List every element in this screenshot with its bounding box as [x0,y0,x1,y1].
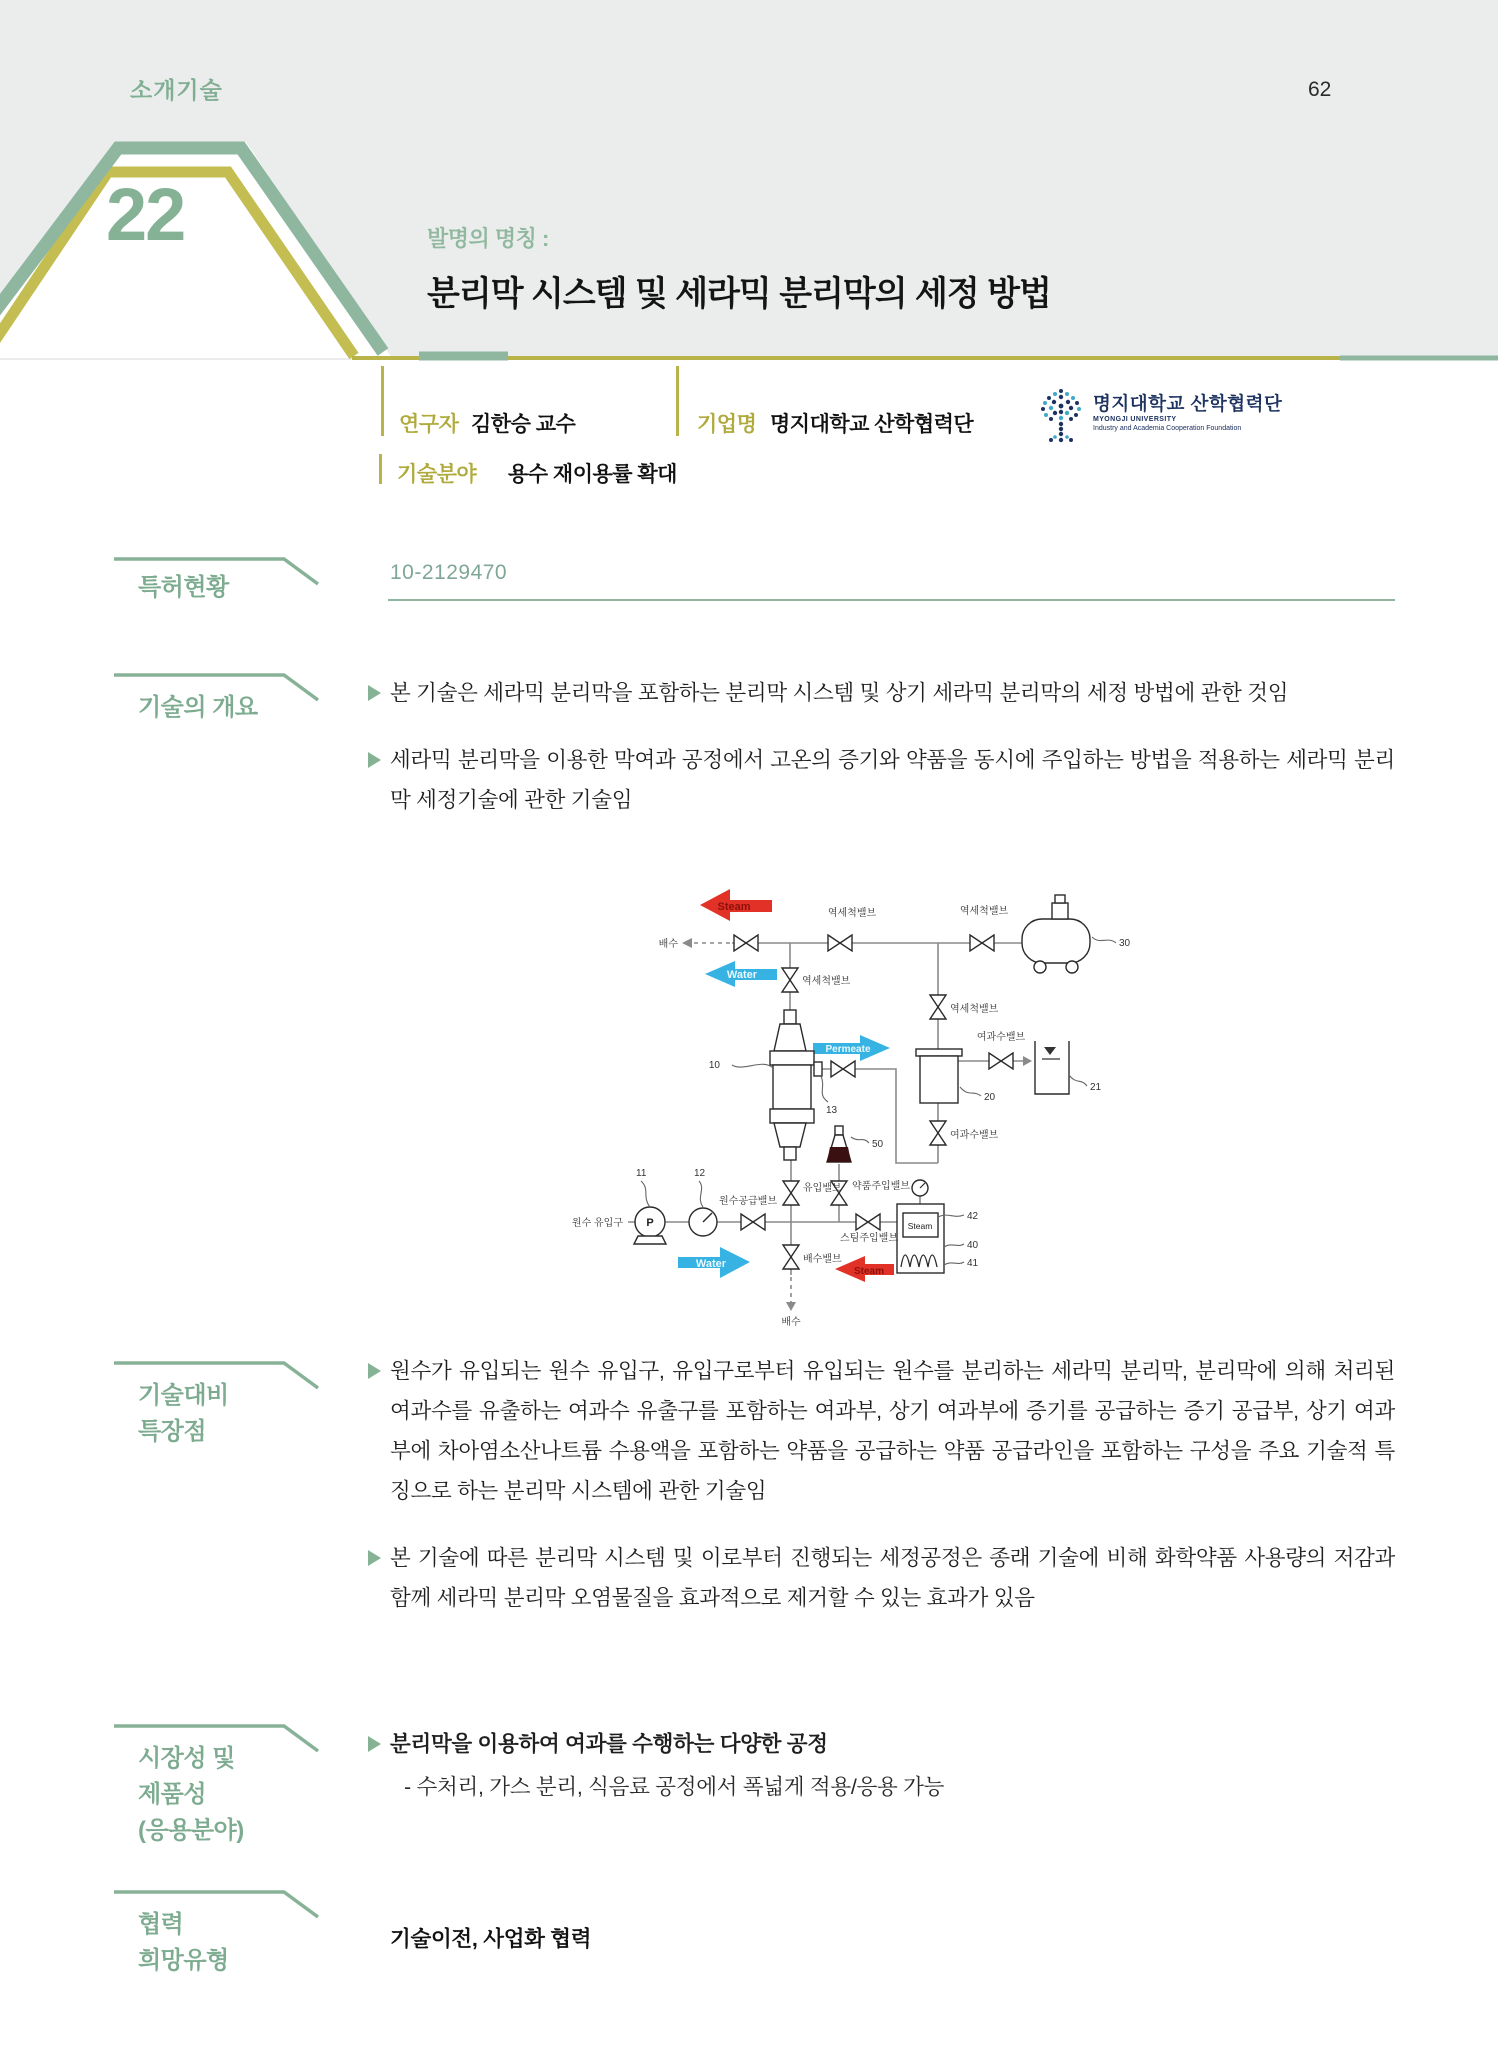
svg-text:12: 12 [694,1168,706,1179]
logo-org-name-en: MYONGJI UNIVERSITY [1093,416,1177,424]
overview-bullet-2: 세라믹 분리막을 이용한 막여과 공정에서 고온의 증기와 약품을 동시에 주입하는 방법을 적용하는 세라믹 분리막 세정기술에 관한 기술임 [390,748,1395,812]
svg-text:11: 11 [636,1168,647,1179]
sampling-tank [1035,1041,1069,1094]
svg-text:역세척밸브: 역세척밸브 [827,908,877,919]
tree-icon [1038,386,1084,444]
bullet-triangle-icon [368,1550,381,1566]
chemical-flask [827,1126,851,1162]
svg-text:여과수밸브: 여과수밸브 [950,1130,999,1141]
svg-text:30: 30 [1119,938,1131,949]
page-number: 62 [1308,78,1332,101]
logo-org-name: 명지대학교 산학협력단 [1093,393,1283,414]
svg-text:역세척밸브: 역세척밸브 [959,906,1009,917]
svg-text:배수밸브: 배수밸브 [803,1254,842,1265]
list-item [368,740,1398,820]
list-item [368,1724,1398,1764]
section-title-patent: 특허현황 [138,574,229,601]
bullet-triangle-icon [368,685,381,701]
svg-text:21: 21 [1090,1082,1102,1093]
svg-text:Water: Water [726,969,758,981]
svg-text:역세척밸브: 역세척밸브 [950,1004,999,1015]
section-title-market: 시장성 및 제품성 (응용분야) [138,1745,244,1844]
features-bullets [368,1351,1398,1618]
svg-text:역세척밸브: 역세척밸브 [802,976,851,987]
overview-bullet-1: 본 기술은 세라믹 분리막을 포함하는 분리막 시스템 및 상기 세라믹 분리막의 세정 방법에 관한 것임 [390,681,1289,705]
svg-text:원수 유입구: 원수 유입구 [571,1218,623,1229]
svg-text:약품주입밸브: 약품주입밸브 [852,1181,910,1192]
svg-text:P: P [646,1217,654,1229]
page-kicker: 소개기술 [130,77,223,103]
svg-text:원수공급밸브: 원수공급밸브 [719,1196,777,1207]
svg-text:스팀주입밸브: 스팀주입밸브 [840,1233,898,1244]
overview-bullets [368,673,1398,820]
svg-text:13: 13 [826,1105,838,1116]
university-logo [1038,386,1282,444]
company-label: 기업명 [697,413,757,436]
svg-text:20: 20 [984,1092,996,1103]
bullet-triangle-icon [368,1363,381,1379]
svg-text:Steam: Steam [853,1266,885,1277]
market-detail: - 수처리, 가스 분리, 식음료 공정에서 폭넓게 적용/응용 가능 [404,1775,945,1799]
membrane-module [770,1010,822,1160]
patent-number: 10-2129470 [390,561,508,584]
features-bullet-1: 원수가 유입되는 원수 유입구, 유입구로부터 유입되는 원수를 분리하는 세라믹 분리막, 분리막에 의해 처리된 여과수를 유출하는 여과수 유출구를 포함하는 여과부, 상기 여과부에 증기를 공급하는 증기 공급부, 상기 여과부에 차아염소산나트륨 수용액을 포함하는 약품을 공급하는 약품 공급라인을 포함하는 구성을 주요 기술적 특징으로 하는 분리막 시스템에 관한 기술임 [390,1359,1395,1503]
svg-text:42: 42 [967,1211,979,1222]
svg-text:41: 41 [967,1258,979,1269]
cooperation-text: 기술이전, 사업화 협력 [390,1927,592,1951]
divider [676,366,679,436]
feed-pump [634,1207,666,1244]
list-item [368,673,1398,713]
item-number: 22 [106,173,185,256]
market-content [368,1724,1398,1764]
pressure-gauge [689,1208,717,1236]
pressure-tank [1022,895,1090,973]
logo-org-sub-en: Industry and Academia Cooperation Foundation [1093,424,1242,432]
field-value: 용수 재이용률 확대 [508,463,677,486]
svg-text:Steam: Steam [717,901,751,913]
svg-text:50: 50 [872,1139,884,1150]
svg-text:10: 10 [708,1060,720,1071]
invention-title: 분리막 시스템 및 세라믹 분리막의 세정 방법 [427,275,1051,313]
svg-text:Steam: Steam [907,1221,933,1231]
bullet-triangle-icon [368,752,381,768]
market-headline: 분리막을 이용하여 여과를 수행하는 다양한 공정 [390,1732,828,1756]
svg-text:40: 40 [967,1240,979,1251]
section-title-overview: 기술의 개요 [138,694,258,721]
membrane-system-figure [480,875,1140,1340]
svg-text:Water: Water [695,1258,727,1270]
svg-text:Permeate: Permeate [825,1044,871,1055]
svg-text:배수: 배수 [658,939,678,950]
divider [381,366,384,436]
svg-text:유입밸브: 유입밸브 [803,1183,842,1194]
features-bullet-2: 본 기술에 따른 분리막 시스템 및 이로부터 진행되는 세정공정은 종래 기술에 비해 화학약품 사용량의 저감과 함께 세라믹 분리막 오염물질을 효과적으로 제거할 수 있는 효과가 있음 [390,1546,1395,1610]
list-item [368,1351,1398,1511]
steam-generator [897,1180,944,1273]
bullet-triangle-icon [368,1736,381,1752]
list-item [368,1538,1398,1618]
svg-text:배수: 배수 [781,1317,801,1328]
patent-underline [388,599,1395,601]
field-label: 기술분야 [397,463,477,486]
divider [379,454,382,484]
researcher-label: 연구자 [399,413,459,436]
section-title-features: 기술대비 특장점 [138,1382,229,1445]
researcher-value: 김한승 교수 [471,413,576,436]
svg-text:여과수밸브: 여과수밸브 [976,1032,1026,1043]
section-title-cooperation: 협력 희망유형 [138,1911,229,1974]
invention-name-label: 발명의 명칭 : [427,226,549,251]
filtrate-vessel [916,1049,962,1103]
company-value: 명지대학교 산학협력단 [770,413,974,436]
